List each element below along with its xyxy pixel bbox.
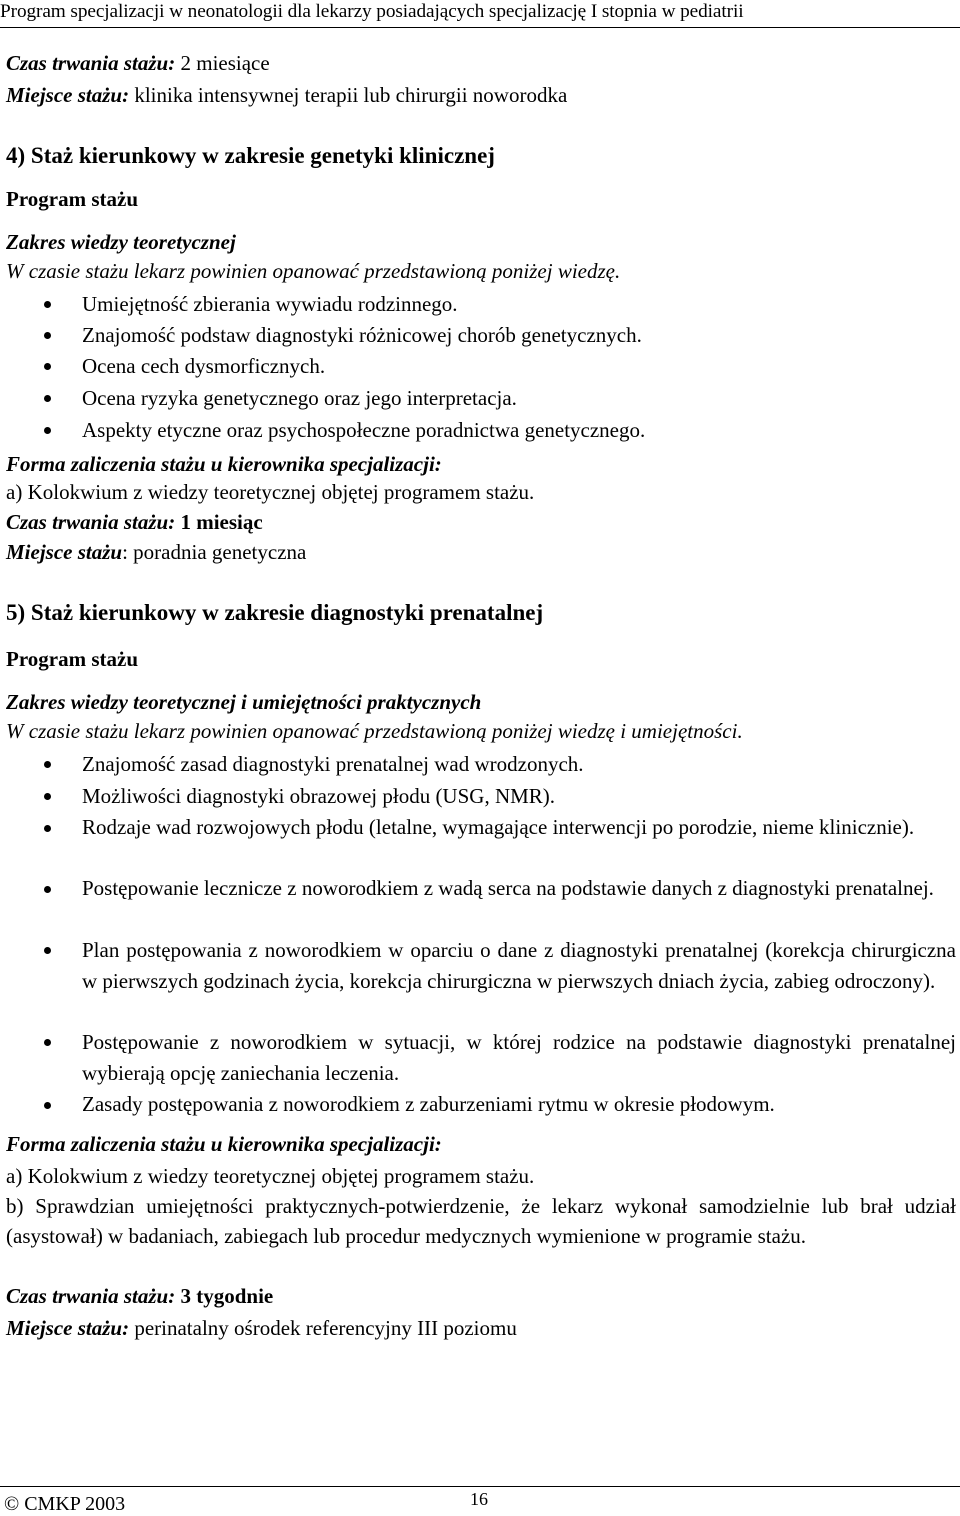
sec4-item-4: Ocena ryzyka genetycznego oraz jego interpretacja. [82,386,517,410]
footer-rule [0,1486,960,1487]
sec5-place [6,1316,517,1340]
sec5-assessment-heading: Forma zaliczenia stażu u kierownika specjalizacji: [6,1132,442,1156]
sec5-item-3: Rodzaje wad rozwojowych płodu (letalne, wymagające interwencji po porodzie, nieme klinicznie). [82,815,915,839]
sec5-item-7: Zasady postępowania z noworodkiem z zaburzeniami rytmu w okresie płodowym. [82,1092,775,1116]
sec4-place [6,540,306,564]
sec5-item-4: Postępowanie lecznicze z noworodkiem z wadą serca na podstawie danych z diagnostyki prenatalnej. [82,876,934,900]
sec5-title: 5) Staż kierunkowy w zakresie diagnostyki prenatalnej [6,600,544,625]
sec4-assessment-a: a) Kolokwium z wiedzy teoretycznej objętej programem stażu. [6,480,535,504]
sec4-duration-label: Czas trwania stażu: [6,510,176,534]
page-header [0,0,960,28]
sec5-bullet-7 [44,1102,51,1109]
sec4-item-2: Znajomość podstaw diagnostyki różnicowej chorób genetycznych. [82,323,642,347]
sec4-duration [6,510,263,534]
header-text: Program specjalizacji w neonatologii dla lekarzy posiadających specjalizację I stopnia w pediatrii [0,1,744,22]
sec3-duration-value: 2 miesiące [175,51,270,75]
sec5-duration-value: 3 tygodnie [175,1284,274,1308]
sec3-duration [6,51,270,75]
sec4-intro: W czasie stażu lekarz powinien opanować przedstawioną poniżej wiedzę. [6,259,621,283]
sec5-bullet-1 [44,761,51,768]
sec4-place-value: : poradnia genetyczna [122,540,307,564]
sec3-place-value: klinika intensywnej terapii lub chirurgii noworodka [129,83,568,107]
sec4-place-label: Miejsce stażu [6,540,123,564]
sec5-program-heading: Program stażu [6,647,138,671]
sec4-program-heading: Program stażu [6,187,138,211]
sec5-assessment-a: a) Kolokwium z wiedzy teoretycznej objętej programem stażu. [6,1164,535,1188]
sec5-bullet-2 [44,793,51,800]
sec3-place-label: Miejsce stażu: [6,83,130,107]
sec4-bullet-2 [44,332,51,339]
sec5-bullet-4 [44,886,51,893]
footer-copyright: © CMKP 2003 [4,1493,126,1515]
sec4-item-3: Ocena cech dysmorficznych. [82,354,326,378]
sec5-assessment-b: b) Sprawdzian umiejętności praktycznych-potwierdzenie, że lekarz wykonał samodzielnie lub brał udział (asystował) w badaniach, zabiegach lub procedur medycznych wymienione w programie stażu. [6,1194,956,1248]
sec5-item-2: Możliwości diagnostyki obrazowej płodu (USG, NMR). [82,784,556,808]
sec5-item-6: Postępowanie z noworodkiem w sytuacji, w której rodzice na podstawie diagnostyki prenatalnej wybierają opcję zaniechania leczenia. [82,1030,956,1085]
sec5-duration [6,1284,273,1308]
sec5-intro: W czasie stażu lekarz powinien opanować przedstawioną poniżej wiedzę i umiejętności. [6,719,743,743]
sec3-place [6,83,567,107]
page-number: 16 [470,1489,488,1509]
sec4-duration-value: 1 miesiąc [175,510,263,534]
sec5-duration-label: Czas trwania stażu: [6,1284,176,1308]
sec4-scope-heading: Zakres wiedzy teoretycznej [6,230,236,254]
sec5-item-5: Plan postępowania z noworodkiem w oparciu o dane z diagnostyki prenatalnej (korekcja chirurgiczna w pierwszych godzinach życia, korekcja chirurgiczna w pierwszych dniach życia, zabieg odroczony). [82,938,956,993]
sec4-title: 4) Staż kierunkowy w zakresie genetyki klinicznej [6,143,495,168]
sec3-duration-label: Czas trwania stażu: [6,51,176,75]
sec4-item-5: Aspekty etyczne oraz psychospołeczne poradnictwa genetycznego. [82,418,646,442]
sec4-bullet-4 [44,395,51,402]
sec4-item-1: Umiejętność zbierania wywiadu rodzinnego. [82,292,458,316]
sec5-place-value: perinatalny ośrodek referencyjny III poziomu [129,1316,517,1340]
sec4-assessment-heading: Forma zaliczenia stażu u kierownika specjalizacji: [6,452,442,476]
sec4-bullet-1 [44,301,51,308]
sec5-item-1: Znajomość zasad diagnostyki prenatalnej wad wrodzonych. [82,752,584,776]
sec5-place-label: Miejsce stażu: [6,1316,130,1340]
sec4-bullet-5 [44,427,51,434]
sec5-bullet-6 [44,1039,51,1046]
sec4-bullet-3 [44,363,51,370]
sec5-scope-heading: Zakres wiedzy teoretycznej i umiejętności praktycznych [6,690,482,714]
sec5-bullet-5 [44,947,51,954]
sec5-bullet-3 [44,825,51,832]
